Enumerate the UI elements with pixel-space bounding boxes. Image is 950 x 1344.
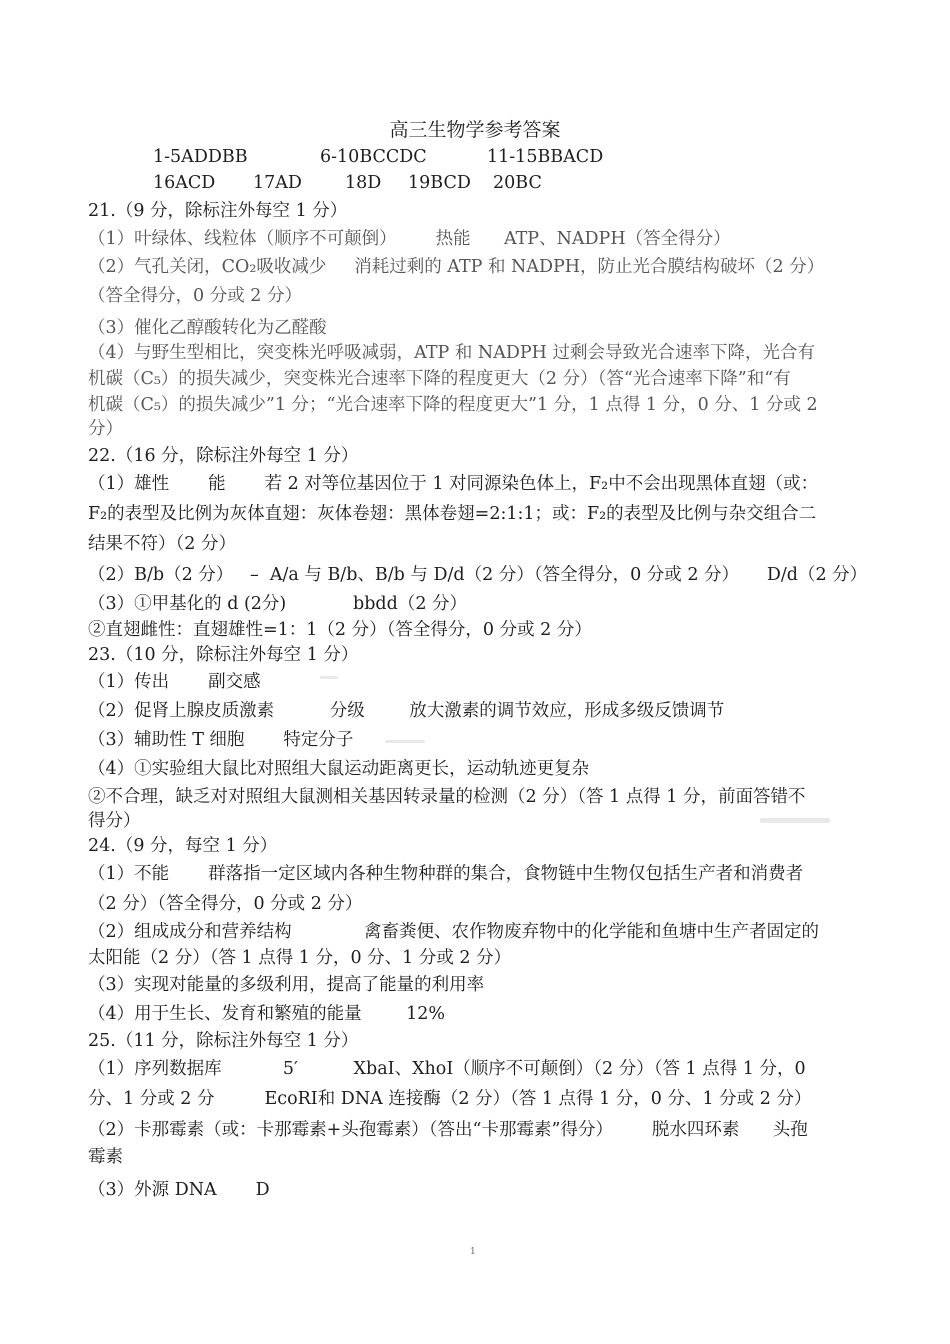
q23-header: 23.（10 分，除标注外每空 1 分）: [88, 645, 359, 665]
q24-part2-line2: 太阳能（2 分）（答 1 点得 1 分，0 分、1 分或 2 分）: [88, 948, 512, 968]
q25-part2-line1: （2）卡那霉素（或：卡那霉素+头孢霉素）（答出“卡那霉素”得分） 脱水四环素 头孢: [88, 1120, 808, 1140]
mc-answer-17: 17AD: [253, 173, 302, 193]
scan-smudge: [760, 818, 830, 823]
page-number: 1: [470, 1247, 476, 1257]
q22-header: 22.（16 分，除标注外每空 1 分）: [88, 446, 359, 466]
q24-part3: （3）实现对能量的多级利用，提高了能量的利用率: [88, 975, 485, 995]
mc-answers-1-5: 1-5ADDBB: [153, 147, 248, 167]
q25-part2-line2: 霉素: [88, 1147, 123, 1167]
q21-part4-line2: 机碳（C₅）的损失减少，突变株光合速率下降的程度更大（2 分）（答“光合速率下降”和“有: [88, 369, 791, 389]
q24-part1-line1: （1）不能 群落指一定区域内各种生物种群的集合，食物链中生物仅包括生产者和消费者: [88, 864, 804, 884]
q21-part4-line3: 机碳（C₅）的损失减少”1 分；“光合速率下降的程度更大”1 分，1 点得 1 分，0 分、1 分或 2: [88, 395, 818, 415]
q22-part1-line2: F₂的表型及比例为灰体直翅：灰体卷翅：黑体卷翅=2:1:1；或：F₂的表型及比例与杂交组合二: [88, 504, 817, 524]
scan-smudge: [320, 676, 338, 679]
q21-part3: （3）催化乙醇酸转化为乙醛酸: [88, 318, 327, 338]
q22-part2: （2）B/b（2 分） – A/a 与 B/b、B/b 与 D/d（2 分）（答全得分，0 分或 2 分） D/d（2 分）: [88, 565, 868, 585]
q24-part1-line2: （2 分）（答全得分，0 分或 2 分）: [88, 894, 363, 914]
q21-part4-line4: 分）: [88, 419, 123, 439]
q22-part1-line3: 结果不符）（2 分）: [88, 534, 236, 554]
q25-part1-line2: 分、1 分或 2 分 EcoRⅠ和 DNA 连接酶（2 分）（答 1 点得 1 分，0 分、1 分或 2 分）: [88, 1089, 812, 1109]
q21-header: 21.（9 分，除标注外每空 1 分）: [88, 201, 348, 221]
mc-answer-18: 18D: [345, 173, 382, 193]
q21-part4-line1: （4）与野生型相比，突变株光呼吸减弱，ATP 和 NADPH 过剩会导致光合速率下降，光合有: [88, 343, 815, 363]
q25-part3: （3）外源 DNA D: [88, 1180, 270, 1200]
q23-part4-b-line2: 得分）: [88, 811, 141, 831]
mc-answer-16: 16ACD: [153, 173, 216, 193]
q24-part2-line1: （2）组成成分和营养结构 禽畜粪便、农作物废弃物中的化学能和鱼塘中生产者固定的: [88, 922, 819, 942]
q23-part2: （2）促肾上腺皮质激素 分级 放大激素的调节效应，形成多级反馈调节: [88, 701, 725, 721]
q21-part2: （2）气孔关闭，CO₂吸收减少 消耗过剩的 ATP 和 NADPH，防止光合膜结构破坏（2 分）: [88, 257, 825, 277]
mc-answers-11-15: 11-15BBACD: [487, 147, 604, 167]
q21-part2-note: （答全得分，0 分或 2 分）: [88, 286, 302, 306]
q23-part4-b-line1: ②不合理，缺乏对对照组大鼠测相关基因转录量的检测（2 分）（答 1 点得 1 分，前面答错不: [88, 787, 806, 807]
q23-part4: （4）①实验组大鼠比对照组大鼠运动距离更长，运动轨迹更复杂: [88, 759, 590, 779]
q22-part3-ratio: ②直翅雌性：直翅雄性=1：1（2 分）（答全得分，0 分或 2 分）: [88, 620, 592, 640]
mc-answer-20: 20BC: [493, 173, 542, 193]
q24-header: 24.（9 分，每空 1 分）: [88, 836, 278, 856]
mc-answer-19: 19BCD: [408, 173, 471, 193]
q23-part1: （1）传出 副交感: [88, 672, 261, 692]
q22-part3: （3）①甲基化的 d (2分) bbdd（2 分）: [88, 594, 468, 614]
q21-part1: （1）叶绿体、线粒体（顺序不可颠倒） 热能 ATP、NADPH（答全得分）: [88, 229, 731, 249]
q25-header: 25.（11 分，除标注外每空 1 分）: [88, 1031, 359, 1051]
scan-smudge: [385, 740, 425, 743]
q22-part1-line1: （1）雄性 能 若 2 对等位基因位于 1 对同源染色体上，F₂中不会出现黑体直翅（或：: [88, 474, 819, 494]
q24-part4: （4）用于生长、发育和繁殖的能量 12%: [88, 1004, 446, 1024]
q25-part1-line1: （1）序列数据库 5′ XbaⅠ、XhoⅠ（顺序不可颠倒）（2 分）（答 1 点得 1 分，0: [88, 1059, 806, 1079]
q23-part3: （3）辅助性 T 细胞 特定分子: [88, 730, 354, 750]
page-title: 高三生物学参考答案: [389, 119, 561, 141]
mc-answers-6-10: 6-10BCCDC: [320, 147, 427, 167]
